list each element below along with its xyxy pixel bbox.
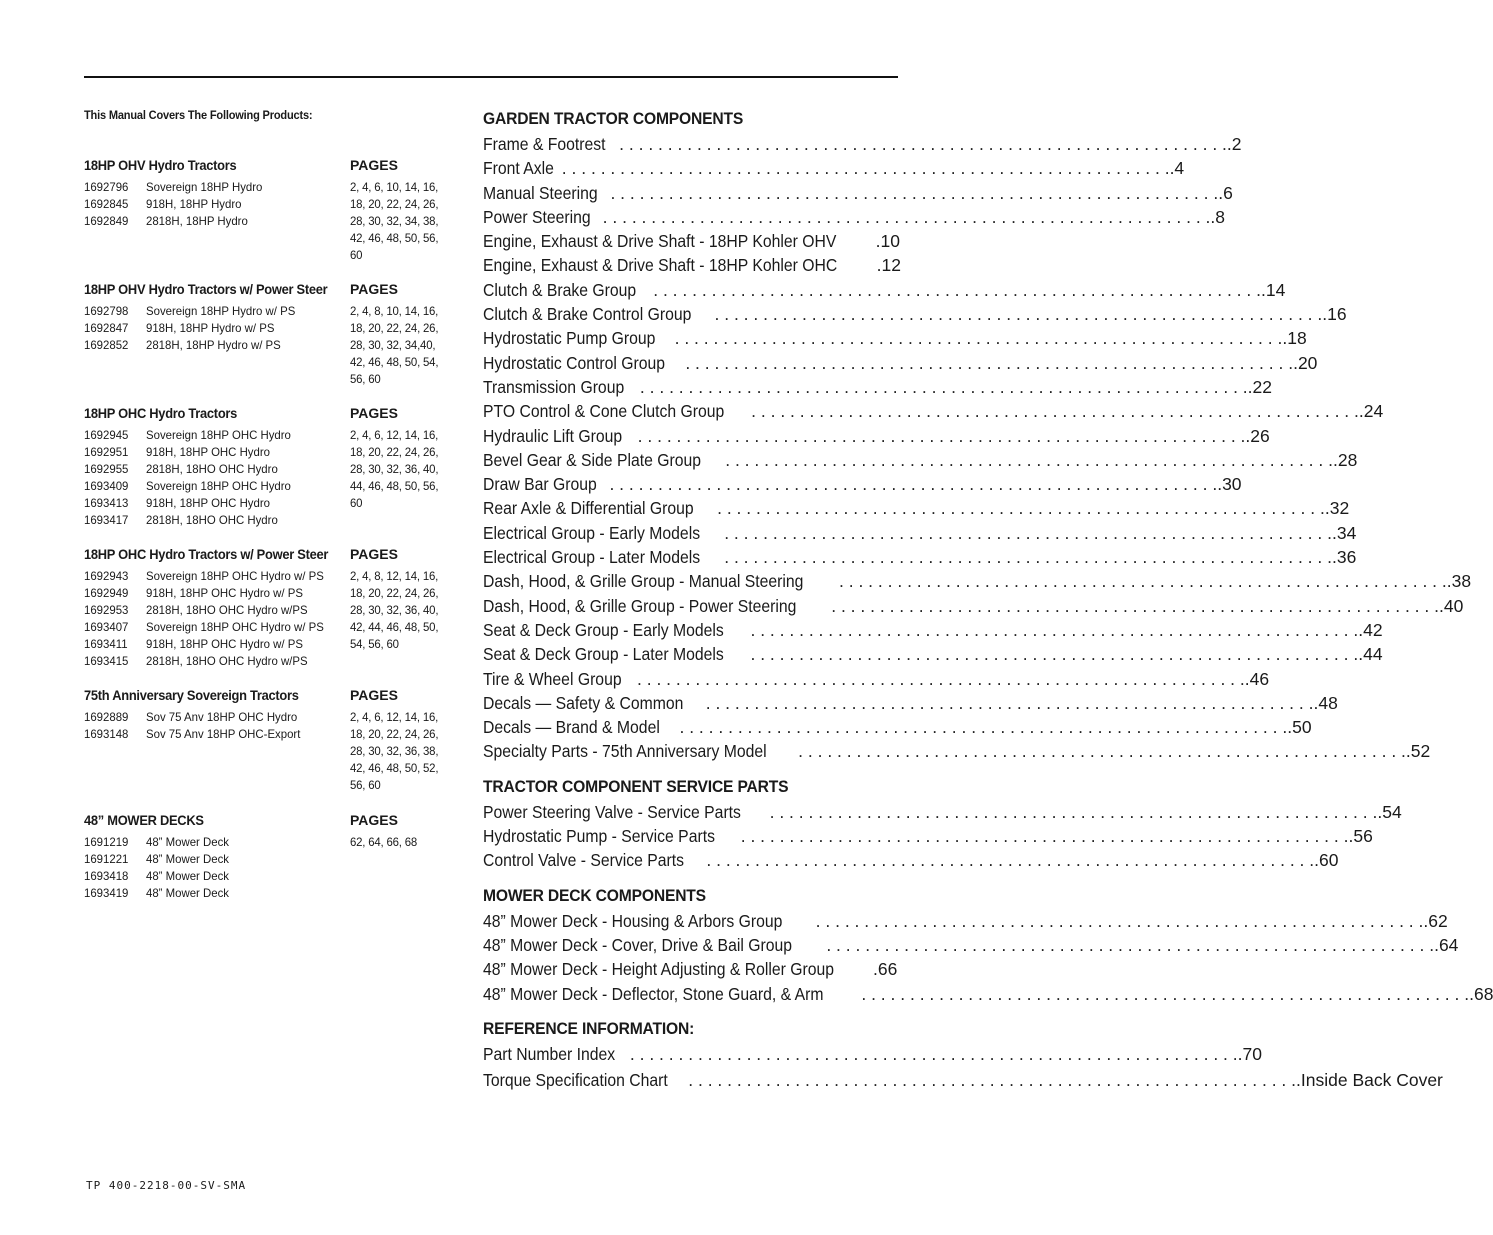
page-list-line: 2, 4, 6, 12, 14, 16, — [350, 428, 439, 442]
model-number: 1692951 — [84, 445, 129, 459]
model-number: 1692849 — [84, 214, 129, 228]
toc-entry-page: .68 — [1469, 983, 1493, 1004]
toc-section — [483, 1018, 1443, 1094]
model-number: 1692949 — [84, 586, 129, 600]
model-name: 918H, 18HP OHC Hydro — [146, 445, 270, 459]
product-groups — [84, 155, 464, 910]
dot-leader — [798, 739, 1406, 763]
product-group-body — [84, 709, 464, 794]
toc-section-title: TRACTOR COMPONENT SERVICE PARTS — [483, 776, 789, 796]
product-codes-column — [84, 303, 146, 388]
toc-entry-label: Rear Axle & Differential Group — [483, 498, 694, 519]
toc-entry-label: Draw Bar Group — [483, 474, 597, 495]
product-group-title: 48” MOWER DECKS — [84, 812, 204, 828]
product-group-title: 18HP OHV Hydro Tractors w/ Power Steer — [84, 281, 328, 297]
product-group-header — [84, 685, 464, 705]
dot-leader — [741, 824, 1349, 848]
toc-entry-label: Engine, Exhaust & Drive Shaft - 18HP Kohler OHV — [483, 231, 837, 252]
product-group-header — [84, 403, 464, 423]
model-name: Sov 75 Anv 18HP OHC-Export — [146, 727, 301, 741]
model-number: 1692943 — [84, 569, 129, 583]
product-codes-column — [84, 427, 146, 529]
product-group-title: 75th Anniversary Sovereign Tractors — [84, 687, 299, 703]
page-list-line: 2, 4, 6, 12, 14, 16, — [350, 710, 439, 724]
dot-leader — [706, 691, 1314, 715]
toc-entry-page: .62 — [1423, 910, 1448, 931]
model-number: 1691221 — [84, 852, 129, 866]
toc-entry[interactable] — [483, 933, 1459, 957]
product-pages-column — [350, 709, 454, 794]
dot-leader — [637, 667, 1245, 691]
page-list-line: 56, 60 — [350, 778, 381, 792]
model-number: 1692845 — [84, 197, 129, 211]
product-group-header — [84, 544, 464, 564]
dot-leader — [610, 181, 1218, 205]
dot-leader — [638, 424, 1246, 448]
pages-label: PAGES — [350, 157, 398, 173]
toc-entry-page: .50 — [1287, 717, 1312, 738]
page-list-line: 60 — [350, 248, 363, 262]
toc-entry[interactable] — [483, 326, 1307, 350]
product-names-column — [146, 427, 350, 529]
product-group — [84, 544, 464, 685]
product-group — [84, 685, 464, 810]
model-name: Sovereign 18HP Hydro w/ PS — [146, 304, 296, 318]
dot-leader — [619, 132, 1227, 156]
model-name: Sovereign 18HP OHC Hydro w/ PS — [146, 620, 324, 634]
toc-entry-page: .48 — [1313, 692, 1338, 713]
toc-entry[interactable] — [483, 642, 1383, 666]
product-group-body — [84, 568, 464, 670]
toc-entry-page: .40 — [1438, 595, 1464, 616]
toc-entry-label: Electrical Group - Later Models — [483, 547, 701, 568]
dot-leader — [770, 800, 1378, 824]
table-of-contents — [483, 108, 1493, 1094]
toc-entry-page: .4 — [1169, 158, 1185, 179]
product-group — [84, 279, 464, 403]
page-list-line: 2, 4, 8, 12, 14, 16, — [350, 569, 439, 583]
toc-entry[interactable] — [483, 982, 1493, 1006]
header-rule — [84, 76, 898, 78]
toc-entry-page: .34 — [1331, 522, 1357, 543]
toc-entry-label: PTO Control & Cone Clutch Group — [483, 401, 725, 422]
toc-entry-page: .44 — [1358, 644, 1383, 665]
toc-section-title: MOWER DECK COMPONENTS — [483, 885, 706, 905]
toc-entry-page: .42 — [1358, 619, 1383, 640]
toc-entry[interactable] — [483, 302, 1347, 326]
toc-entry-label: Bevel Gear & Side Plate Group — [483, 449, 701, 470]
toc-entry-page: .52 — [1405, 741, 1431, 762]
toc-entry-page: .10 — [875, 231, 900, 252]
dot-leader — [816, 909, 1424, 933]
page-list-line: 42, 46, 48, 50, 54, — [350, 355, 439, 369]
pages-label: PAGES — [350, 405, 398, 421]
product-pages-column — [350, 179, 454, 264]
model-name: Sovereign 18HP OHC Hydro w/ PS — [146, 569, 324, 583]
page-list-line: 54, 56, 60 — [350, 637, 399, 651]
toc-entry-page: .6 — [1218, 182, 1233, 203]
toc-entry[interactable] — [483, 229, 900, 253]
toc-entry[interactable] — [483, 156, 1185, 180]
page-list-line: 28, 30, 32, 34,40, — [350, 338, 436, 352]
model-number: 1692796 — [84, 180, 129, 194]
toc-entry[interactable] — [483, 521, 1357, 545]
product-names-column — [146, 709, 350, 794]
toc-entry[interactable] — [483, 1068, 1443, 1094]
toc-entry[interactable] — [483, 472, 1242, 496]
product-codes-column — [84, 834, 146, 902]
model-number: 1692945 — [84, 428, 129, 442]
toc-entry-label: Hydrostatic Pump - Service Parts — [483, 826, 715, 847]
product-group-body — [84, 834, 464, 902]
toc-entry-page: .38 — [1446, 571, 1472, 592]
toc-entry[interactable] — [483, 399, 1384, 423]
dot-leader — [675, 326, 1283, 350]
model-name: 48” Mower Deck — [146, 835, 229, 849]
dot-leader — [725, 448, 1333, 472]
toc-section-title: REFERENCE INFORMATION: — [483, 1018, 695, 1038]
toc-entry-page: .26 — [1245, 425, 1270, 446]
model-name: 2818H, 18HP Hydro — [146, 214, 248, 228]
page-list-line: 56, 60 — [350, 372, 381, 386]
toc-entry-page: .64 — [1434, 934, 1459, 955]
page-list-line: 28, 30, 32, 36, 40, — [350, 462, 439, 476]
toc-entry-label: Tire & Wheel Group — [483, 668, 622, 689]
model-name: Sovereign 18HP Hydro — [146, 180, 263, 194]
toc-entry[interactable] — [483, 375, 1272, 399]
toc-entry-label: 48” Mower Deck - Height Adjusting & Roller Group — [483, 959, 835, 980]
model-name: 2818H, 18HP Hydro w/ PS — [146, 338, 281, 352]
toc-entry-page: .14 — [1260, 279, 1286, 300]
model-number: 1691219 — [84, 835, 129, 849]
toc-entry-label: 48” Mower Deck - Deflector, Stone Guard, & Arm — [483, 983, 824, 1004]
page-list-line: 42, 46, 48, 50, 56, — [350, 231, 439, 245]
product-pages-column — [350, 427, 454, 529]
model-number: 1692955 — [84, 462, 129, 476]
toc-entry[interactable] — [483, 181, 1233, 205]
dot-leader — [724, 521, 1332, 545]
dot-leader — [630, 1042, 1238, 1066]
toc-entry-label: Dash, Hood, & Grille Group - Manual Steering — [483, 571, 804, 592]
toc-entry[interactable] — [483, 351, 1318, 375]
pages-label: PAGES — [350, 812, 398, 828]
product-codes-column — [84, 709, 146, 794]
toc-section — [483, 776, 1402, 873]
toc-entry[interactable] — [483, 205, 1226, 229]
toc-entry-page: .60 — [1314, 850, 1339, 871]
model-number: 1693418 — [84, 869, 129, 883]
product-group-title: 18HP OHV Hydro Tractors — [84, 157, 237, 173]
toc-entry-page: .12 — [876, 255, 901, 276]
model-name: Sov 75 Anv 18HP OHC Hydro — [146, 710, 298, 724]
toc-entry-page: .28 — [1332, 449, 1358, 470]
dot-leader — [861, 982, 1469, 1006]
dot-leader — [685, 351, 1293, 375]
document-number: TP 400-2218-00-SV-SMA — [86, 1179, 247, 1192]
toc-entry-label: Decals — Safety & Common — [483, 692, 684, 713]
toc-entry-label: 48” Mower Deck - Housing & Arbors Group — [483, 910, 783, 931]
toc-entry[interactable] — [483, 800, 1402, 824]
dot-leader — [688, 1068, 1296, 1092]
dot-leader — [750, 618, 1358, 642]
toc-entry-label: Frame & Footrest — [483, 134, 606, 154]
page-list-line: 2, 4, 8, 10, 14, 16, — [350, 304, 439, 318]
model-name: 48” Mower Deck — [146, 886, 229, 900]
toc-entry[interactable] — [483, 253, 901, 277]
product-group-body — [84, 179, 464, 264]
toc-entry-label: Dash, Hood, & Grille Group - Power Steering — [483, 595, 797, 616]
page-list-line: 42, 44, 46, 48, 50, — [350, 620, 439, 634]
toc-entry[interactable] — [483, 909, 1448, 933]
page-list-line: 28, 30, 32, 34, 38, — [350, 214, 439, 228]
product-group-header — [84, 810, 464, 830]
model-name: 918H, 18HP OHC Hydro w/ PS — [146, 637, 303, 651]
product-group — [84, 403, 464, 544]
pages-label: PAGES — [350, 687, 398, 703]
toc-entry[interactable] — [483, 667, 1270, 691]
product-names-column — [146, 303, 350, 388]
toc-entry-page: .8 — [1210, 206, 1226, 227]
product-pages-column — [350, 834, 454, 902]
dot-leader — [826, 933, 1434, 957]
model-name: 918H, 18HP OHC Hydro w/ PS — [146, 586, 303, 600]
toc-entry[interactable] — [483, 739, 1431, 763]
model-number: 1693413 — [84, 496, 129, 510]
page-list-line: 18, 20, 22, 24, 26, — [350, 445, 439, 459]
dot-leader — [706, 848, 1314, 872]
product-group-body — [84, 303, 464, 388]
toc-entry[interactable] — [483, 496, 1350, 520]
toc-entry-label: Hydraulic Lift Group — [483, 425, 623, 446]
toc-entry[interactable] — [483, 569, 1472, 593]
pages-label: PAGES — [350, 281, 398, 297]
toc-entry-page: .32 — [1324, 498, 1350, 519]
model-number: 1693411 — [84, 637, 128, 651]
page-list-line: 60 — [350, 496, 363, 510]
dot-leader — [653, 278, 1261, 302]
toc-entry[interactable] — [483, 278, 1286, 302]
dot-leader — [609, 472, 1217, 496]
model-number: 1692953 — [84, 603, 129, 617]
toc-entry-label: Hydrostatic Control Group — [483, 352, 666, 373]
page-list-line: 42, 46, 48, 50, 52, — [350, 761, 439, 775]
page-list-line: 62, 64, 66, 68 — [350, 835, 418, 849]
model-name: 2818H, 18HO OHC Hydro w/PS — [146, 603, 308, 617]
model-number: 1692889 — [84, 710, 129, 724]
dot-leader — [679, 715, 1287, 739]
toc-entry-label: Front Axle — [483, 158, 554, 179]
toc-entry-page: .Inside Back Cover — [1296, 1069, 1443, 1090]
toc-entry-label: Transmission Group — [483, 376, 625, 397]
model-name: 918H, 18HP Hydro — [146, 197, 242, 211]
page-list-line: 28, 30, 32, 36, 40, — [350, 603, 439, 617]
product-pages-column — [350, 568, 454, 670]
dot-leader — [640, 375, 1248, 399]
toc-section — [483, 885, 1493, 1006]
dot-leader — [717, 496, 1325, 520]
toc-entry-label: Specialty Parts - 75th Anniversary Model — [483, 741, 767, 762]
toc-entry-label: Part Number Index — [483, 1043, 616, 1064]
toc-entry-page: .46 — [1244, 668, 1270, 689]
toc-entry-page: .66 — [873, 959, 898, 980]
toc-entry-label: Electrical Group - Early Models — [483, 522, 701, 543]
product-codes-column — [84, 179, 146, 264]
toc-entry[interactable] — [483, 545, 1357, 569]
model-number: 1693419 — [84, 886, 129, 900]
toc-entry-page: .56 — [1348, 826, 1373, 847]
toc-entry[interactable] — [483, 824, 1373, 848]
page-list-line: 28, 30, 32, 36, 38, — [350, 744, 439, 758]
model-name: 2818H, 18HO OHC Hydro — [146, 513, 278, 527]
toc-entry-page: .2 — [1226, 134, 1242, 154]
toc-entry-label: 48” Mower Deck - Cover, Drive & Bail Group — [483, 934, 792, 955]
toc-entry-label: Engine, Exhaust & Drive Shaft - 18HP Kohler OHC — [483, 255, 838, 276]
toc-entry-page: .16 — [1322, 304, 1347, 325]
page-list-line: 2, 4, 6, 10, 14, 16, — [350, 180, 439, 194]
toc-entry-label: Seat & Deck Group - Early Models — [483, 619, 724, 640]
product-group-header — [84, 155, 464, 175]
toc-entry[interactable] — [483, 957, 898, 981]
page-list-line: 18, 20, 22, 24, 26, — [350, 321, 439, 335]
toc-entry-page: .36 — [1331, 547, 1357, 568]
product-codes-column — [84, 568, 146, 670]
model-number: 1692798 — [84, 304, 129, 318]
model-number: 1693415 — [84, 654, 129, 668]
model-number: 1693148 — [84, 727, 129, 741]
toc-entry[interactable] — [483, 424, 1270, 448]
model-name: 48” Mower Deck — [146, 852, 229, 866]
product-group-header — [84, 279, 464, 299]
products-column — [84, 108, 464, 910]
toc-entry-page: .20 — [1293, 352, 1318, 373]
toc-entry[interactable] — [483, 1042, 1262, 1068]
toc-entry-label: Power Steering — [483, 206, 591, 227]
dot-leader — [751, 399, 1359, 423]
dot-leader — [724, 545, 1332, 569]
page-list-line: 18, 20, 22, 24, 26, — [350, 197, 439, 211]
product-names-column — [146, 568, 350, 670]
toc-entry-page: .18 — [1282, 328, 1307, 349]
model-name: 918H, 18HP OHC Hydro — [146, 496, 270, 510]
toc-entry-label: Torque Specification Chart — [483, 1069, 668, 1090]
toc-entry-page: .24 — [1358, 401, 1384, 422]
model-name: 918H, 18HP Hydro w/ PS — [146, 321, 275, 335]
toc-entry[interactable] — [483, 691, 1338, 715]
dot-leader — [750, 642, 1358, 666]
model-number: 1692852 — [84, 338, 129, 352]
dot-leader — [831, 594, 1439, 618]
toc-entry[interactable] — [483, 848, 1339, 872]
model-number: 1693409 — [84, 479, 129, 493]
toc-section-title: GARDEN TRACTOR COMPONENTS — [483, 109, 744, 128]
dot-leader — [603, 205, 1211, 229]
product-group — [84, 155, 464, 279]
dot-leader — [715, 302, 1323, 326]
toc-entry-label: Hydrostatic Pump Group — [483, 328, 656, 349]
toc-entry-label: Decals — Brand & Model — [483, 717, 660, 738]
model-number: 1693407 — [84, 620, 129, 634]
toc-entry-page: .22 — [1247, 376, 1272, 397]
model-name: Sovereign 18HP OHC Hydro — [146, 428, 291, 442]
product-names-column — [146, 179, 350, 264]
toc-entry[interactable] — [483, 448, 1358, 472]
product-group-body — [84, 427, 464, 529]
toc-entry[interactable] — [483, 594, 1464, 618]
page-list-line: 44, 46, 48, 50, 56, — [350, 479, 439, 493]
toc-entry-label: Power Steering Valve - Service Parts — [483, 801, 741, 822]
product-group — [84, 810, 464, 910]
toc-entry-page: .30 — [1217, 474, 1242, 495]
toc-entry[interactable] — [483, 132, 1242, 156]
toc-entry[interactable] — [483, 618, 1383, 642]
model-number: 1692847 — [84, 321, 129, 335]
product-pages-column — [350, 303, 454, 388]
page-list-line: 18, 20, 22, 24, 26, — [350, 586, 439, 600]
model-name: 2818H, 18HO OHC Hydro w/PS — [146, 654, 308, 668]
dot-leader — [562, 156, 1170, 180]
toc-entry-label: Control Valve - Service Parts — [483, 850, 685, 871]
model-name: 48” Mower Deck — [146, 869, 229, 883]
dot-leader — [839, 569, 1447, 593]
toc-entry-label: Clutch & Brake Control Group — [483, 304, 692, 325]
product-names-column — [146, 834, 350, 902]
product-group-title: 18HP OHC Hydro Tractors w/ Power Steer — [84, 546, 329, 562]
toc-entry-label: Manual Steering — [483, 182, 598, 203]
toc-entry-page: .54 — [1377, 801, 1402, 822]
toc-entry-page: .70 — [1237, 1043, 1262, 1064]
pages-label: PAGES — [350, 546, 398, 562]
products-intro: This Manual Covers The Following Products: — [84, 108, 313, 122]
model-number: 1693417 — [84, 513, 129, 527]
model-name: 2818H, 18HO OHC Hydro — [146, 462, 278, 476]
model-name: Sovereign 18HP OHC Hydro — [146, 479, 291, 493]
toc-section — [483, 108, 1472, 764]
page-list-line: 18, 20, 22, 24, 26, — [350, 727, 439, 741]
toc-entry-label: Seat & Deck Group - Later Models — [483, 644, 724, 665]
product-group-title: 18HP OHC Hydro Tractors — [84, 405, 238, 421]
toc-entry-label: Clutch & Brake Group — [483, 279, 637, 300]
toc-entry[interactable] — [483, 715, 1312, 739]
